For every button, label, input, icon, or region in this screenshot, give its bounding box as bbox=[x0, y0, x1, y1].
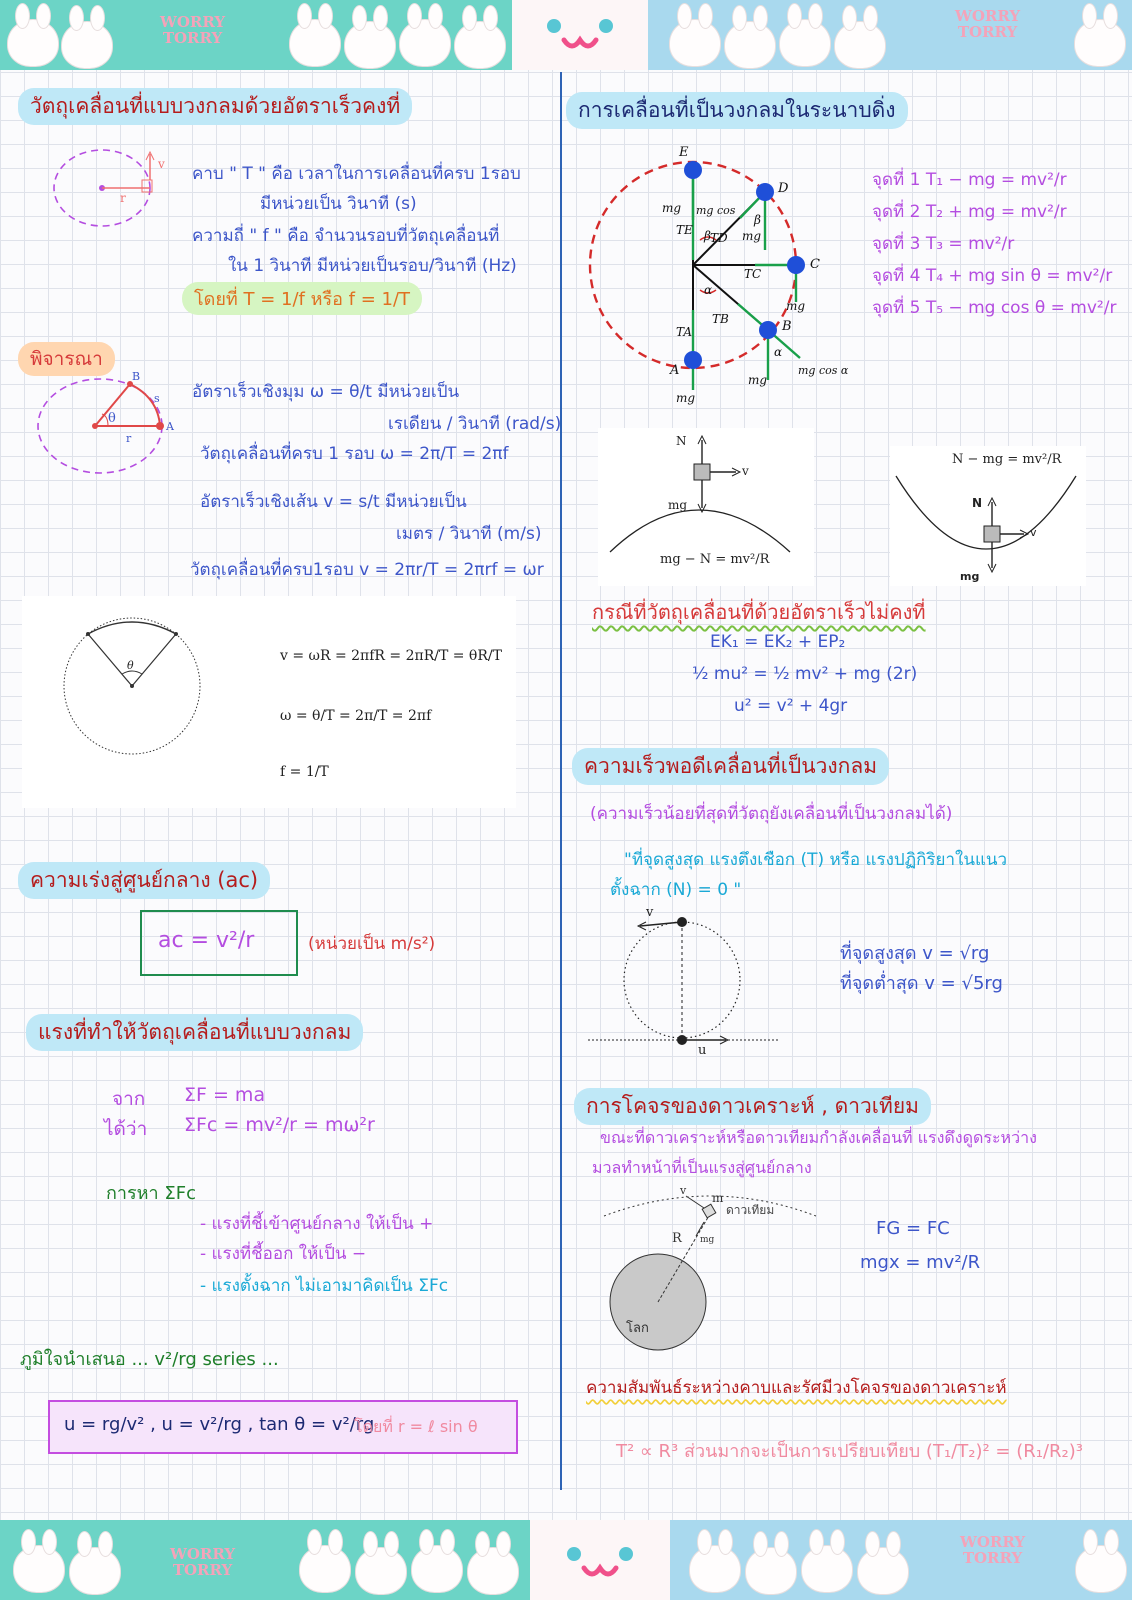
critical-quote-1: "ที่จุดสูงสุด แรงตึงเชือก (T) หรือ แรงปฏิกิริยาในแนว bbox=[624, 850, 1008, 870]
energy-equation-1: EK₁ = EK₂ + EP₂ bbox=[710, 632, 846, 652]
bunny-icon bbox=[400, 20, 450, 66]
series-intro: ภูมิใจนำเสนอ ... v²/rg series ... bbox=[20, 1349, 279, 1370]
column-divider bbox=[560, 72, 562, 1490]
centripetal-title: ความเร่งสู่ศูนย์กลาง (ac) bbox=[18, 862, 270, 899]
critical-quote-2: ตั้งฉาก (N) = 0 " bbox=[610, 880, 742, 900]
svg-text:v: v bbox=[680, 1184, 687, 1197]
bunny-icon bbox=[835, 22, 885, 68]
bunny-icon bbox=[780, 20, 830, 66]
bunny-icon bbox=[802, 1546, 852, 1592]
svg-text:r: r bbox=[120, 191, 126, 205]
sector-figure bbox=[60, 614, 210, 764]
get-label: ได้ว่า bbox=[104, 1118, 148, 1140]
frequency-unit: ใน 1 วินาที มีหน่วยเป็นรอบ/วินาที (Hz) bbox=[228, 256, 517, 276]
uniform-circle-figure bbox=[50, 140, 180, 240]
bunny-icon bbox=[14, 1546, 64, 1592]
svg-text:α: α bbox=[704, 283, 713, 297]
critical-speed-subtitle: (ความเร็วน้อยที่สุดที่วัตถุยังเคลื่อนที่เป็นวงกลมได้) bbox=[590, 804, 953, 824]
vertical-circle-title: การเคลื่อนที่เป็นวงกลมในระนาบดิ่ง bbox=[566, 92, 908, 129]
bunny-icon bbox=[8, 20, 58, 66]
banner-logo: WORRY TORRY bbox=[170, 1545, 236, 1579]
f-equation: f = 1/T bbox=[280, 764, 329, 780]
svg-text:α: α bbox=[774, 345, 783, 359]
svg-text:mg cos: mg cos bbox=[696, 204, 736, 217]
v-equation: v = ωR = 2πfR = 2πR/T = θR/T bbox=[280, 648, 502, 664]
valley-N-label: N bbox=[972, 496, 983, 510]
linear-speed-definition: อัตราเร็วเชิงเส้น v = s/t มีหน่วยเป็น bbox=[200, 492, 467, 512]
period-definition: คาบ " T " คือ เวลาในการเคลื่อนที่ครบ 1รอบ bbox=[192, 164, 521, 184]
point-4-equation: จุดที่ 4 T₄ + mg sin θ = mv²/r bbox=[872, 266, 1113, 286]
bunny-icon bbox=[746, 1548, 796, 1594]
svg-text:θ: θ bbox=[127, 659, 134, 672]
linear-speed-full-round: วัตถุเคลื่อนที่ครบ1รอบ v = 2πr/T = 2πrf = ωr bbox=[190, 560, 544, 580]
svg-text:โลก: โลก bbox=[626, 1321, 649, 1336]
bunny-icon bbox=[412, 1546, 462, 1592]
force-title: แรงที่ทำให้วัตถุเคลื่อนที่แบบวงกลม bbox=[26, 1014, 363, 1051]
valley-equation: N − mg = mv²/R bbox=[952, 452, 1062, 467]
bunny-icon bbox=[345, 22, 395, 68]
svg-text:β: β bbox=[754, 213, 761, 227]
svg-text:mg: mg bbox=[742, 229, 762, 243]
consider-title: พิจารณา bbox=[18, 342, 115, 376]
svg-text:TC: TC bbox=[744, 267, 762, 281]
valley-mg-label: mg bbox=[960, 570, 980, 583]
gravity-equals-centripetal: FG = FC bbox=[876, 1218, 950, 1239]
point-2-equation: จุดที่ 2 T₂ + mg = mv²/r bbox=[872, 202, 1067, 222]
top-banner bbox=[0, 0, 1132, 70]
hill-N-label: N bbox=[676, 434, 687, 448]
bunny-icon bbox=[1076, 1546, 1126, 1592]
series-formulas: u = rg/v² , u = v²/rg , tan θ = v²/rg bbox=[64, 1414, 375, 1435]
bunny-icon bbox=[1075, 20, 1125, 66]
bunny-icon bbox=[455, 22, 505, 68]
svg-text:u: u bbox=[698, 1043, 707, 1058]
svg-text:B: B bbox=[782, 319, 792, 334]
omega-equation: ω = θ/T = 2π/T = 2πf bbox=[280, 708, 432, 724]
hill-figure bbox=[598, 428, 814, 586]
svg-text:C: C bbox=[810, 257, 820, 272]
hill-v-label: v bbox=[742, 464, 749, 478]
bunny-icon bbox=[356, 1548, 406, 1594]
point-3-equation: จุดที่ 3 T₃ = mv²/r bbox=[872, 234, 1015, 254]
svg-text:A: A bbox=[166, 420, 174, 433]
svg-text:mg: mg bbox=[786, 299, 806, 313]
svg-text:s: s bbox=[154, 392, 160, 405]
period-unit: มีหน่วยเป็น วินาที (s) bbox=[260, 194, 417, 214]
kepler-law: T² ∝ R³ ส่วนมากจะเป็นการเปรียบเทียบ (T₁/T₂)² = (R₁/R₂)³ bbox=[616, 1441, 1083, 1462]
formula-panel bbox=[22, 596, 516, 808]
angular-speed-definition: อัตราเร็วเชิงมุม ω = θ/t มีหน่วยเป็น bbox=[192, 382, 460, 402]
orbit-title: การโคจรของดาวเคราะห์ , ดาวเทียม bbox=[574, 1088, 931, 1125]
bunny-icon bbox=[70, 1548, 120, 1594]
centripetal-formula-box bbox=[140, 910, 298, 976]
from-label: จาก bbox=[112, 1088, 146, 1110]
series-formula-box bbox=[48, 1400, 518, 1454]
kepler-title: ความสัมพันธ์ระหว่างคาบและรัศมีวงโคจรของดาวเคราะห์ bbox=[586, 1378, 1007, 1398]
bunny-icon bbox=[690, 1546, 740, 1592]
banner-band-blue bbox=[648, 0, 1132, 70]
energy-equation-2: ½ mu² = ½ mv² + mg (2r) bbox=[692, 664, 918, 684]
series-condition: โดยที่ r = ℓ sin θ bbox=[354, 1417, 478, 1436]
svg-text:B: B bbox=[132, 370, 141, 383]
hill-mg-label: mg bbox=[668, 498, 688, 512]
svg-text:β: β bbox=[704, 229, 711, 243]
arc-length-figure bbox=[30, 370, 180, 485]
period-frequency-relation: โดยที่ T = 1/f หรือ f = 1/T bbox=[182, 282, 422, 315]
bunny-face-icon bbox=[560, 1536, 640, 1591]
svg-text:E: E bbox=[679, 145, 689, 160]
svg-text:m: m bbox=[712, 1191, 724, 1205]
svg-text:TA: TA bbox=[676, 325, 693, 339]
banner-logo: WORRY TORRY bbox=[160, 13, 226, 47]
orbit-description-2: มวลทำหน้าที่เป็นแรงสู่ศูนย์กลาง bbox=[592, 1158, 812, 1177]
svg-text:TD: TD bbox=[710, 231, 728, 245]
frequency-definition: ความถี่ " f " คือ จำนวนรอบที่วัตถุเคลื่อนที่ bbox=[192, 226, 500, 246]
svg-text:v: v bbox=[158, 157, 165, 171]
valley-figure bbox=[890, 446, 1086, 586]
svg-text:mg: mg bbox=[748, 373, 768, 387]
angular-speed-full-round: วัตถุเคลื่อนที่ครบ 1 รอบ ω = 2π/T = 2πf bbox=[200, 444, 509, 464]
linear-speed-unit: เมตร / วินาที (m/s) bbox=[396, 524, 542, 544]
svg-text:mg: mg bbox=[662, 201, 682, 215]
bunny-icon bbox=[725, 22, 775, 68]
centripetal-formula: ac = v²/r bbox=[158, 928, 255, 953]
rule-perpendicular: - แรงตั้งฉาก ไม่เอามาคิดเป็น ΣFc bbox=[200, 1276, 449, 1296]
banner-logo: WORRY TORRY bbox=[960, 1533, 1026, 1567]
bunny-icon bbox=[62, 22, 112, 68]
bunny-icon bbox=[670, 20, 720, 66]
bottom-banner bbox=[0, 1520, 1132, 1600]
loop-figure bbox=[580, 904, 790, 1058]
svg-text:A: A bbox=[670, 363, 680, 378]
svg-text:mg: mg bbox=[700, 1235, 715, 1245]
newton-equation: ΣF = ma bbox=[184, 1084, 266, 1106]
svg-text:mg: mg bbox=[676, 391, 696, 405]
bunny-icon bbox=[858, 1548, 908, 1594]
svg-text:mg cos α: mg cos α bbox=[798, 364, 849, 377]
svg-text:r: r bbox=[126, 432, 132, 445]
orbit-force-equation: mgx = mv²/R bbox=[860, 1252, 981, 1273]
vertical-circle-figure bbox=[580, 140, 860, 420]
bunny-icon bbox=[468, 1548, 518, 1594]
svg-text:v: v bbox=[646, 905, 654, 920]
point-1-equation: จุดที่ 1 T₁ − mg = mv²/r bbox=[872, 170, 1067, 190]
svg-text:ดาวเทียม: ดาวเทียม bbox=[726, 1203, 775, 1217]
bunny-face-icon bbox=[540, 8, 620, 63]
uniform-title: วัตถุเคลื่อนที่แบบวงกลมด้วยอัตราเร็วคงที่ bbox=[18, 88, 412, 125]
critical-speed-title: ความเร็วพอดีเคลื่อนที่เป็นวงกลม bbox=[572, 748, 889, 785]
point-5-equation: จุดที่ 5 T₅ − mg cos θ = mv²/r bbox=[872, 298, 1117, 318]
rule-inward: - แรงที่ชี้เข้าศูนย์กลาง ให้เป็น + bbox=[200, 1214, 434, 1234]
top-point-speed: ที่จุดสูงสุด v = √rg bbox=[840, 943, 990, 964]
banner-logo: WORRY TORRY bbox=[955, 7, 1021, 41]
energy-equation-3: u² = v² + 4gr bbox=[734, 696, 848, 716]
rule-outward: - แรงที่ชี้ออก ให้เป็น − bbox=[200, 1244, 367, 1264]
valley-v-label: v bbox=[1030, 526, 1037, 539]
bunny-icon bbox=[300, 1546, 350, 1592]
svg-text:TB: TB bbox=[712, 312, 729, 326]
find-sum-fc: การหา ΣFc bbox=[106, 1183, 196, 1204]
svg-text:TE: TE bbox=[676, 223, 693, 237]
svg-text:R: R bbox=[672, 1231, 682, 1246]
svg-text:θ: θ bbox=[108, 411, 116, 426]
orbit-description-1: ขณะที่ดาวเคราะห์หรือดาวเทียมกำลังเคลื่อนที่ แรงดึงดูดระหว่าง bbox=[600, 1128, 1037, 1147]
svg-text:D: D bbox=[778, 181, 789, 196]
hill-equation: mg − N = mv²/R bbox=[660, 552, 770, 567]
bottom-point-speed: ที่จุดต่ำสุด v = √5rg bbox=[840, 973, 1003, 994]
angular-speed-unit: เรเดียน / วินาที (rad/s) bbox=[388, 414, 562, 434]
bunny-icon bbox=[290, 20, 340, 66]
centripetal-force-equation: ΣFc = mv²/r = mω²r bbox=[184, 1114, 375, 1136]
nonuniform-title: กรณีที่วัตถุเคลื่อนที่ด้วยอัตราเร็วไม่คงที่ bbox=[592, 600, 926, 624]
centripetal-unit: (หน่วยเป็น m/s²) bbox=[308, 934, 436, 954]
satellite-figure bbox=[600, 1186, 820, 1350]
